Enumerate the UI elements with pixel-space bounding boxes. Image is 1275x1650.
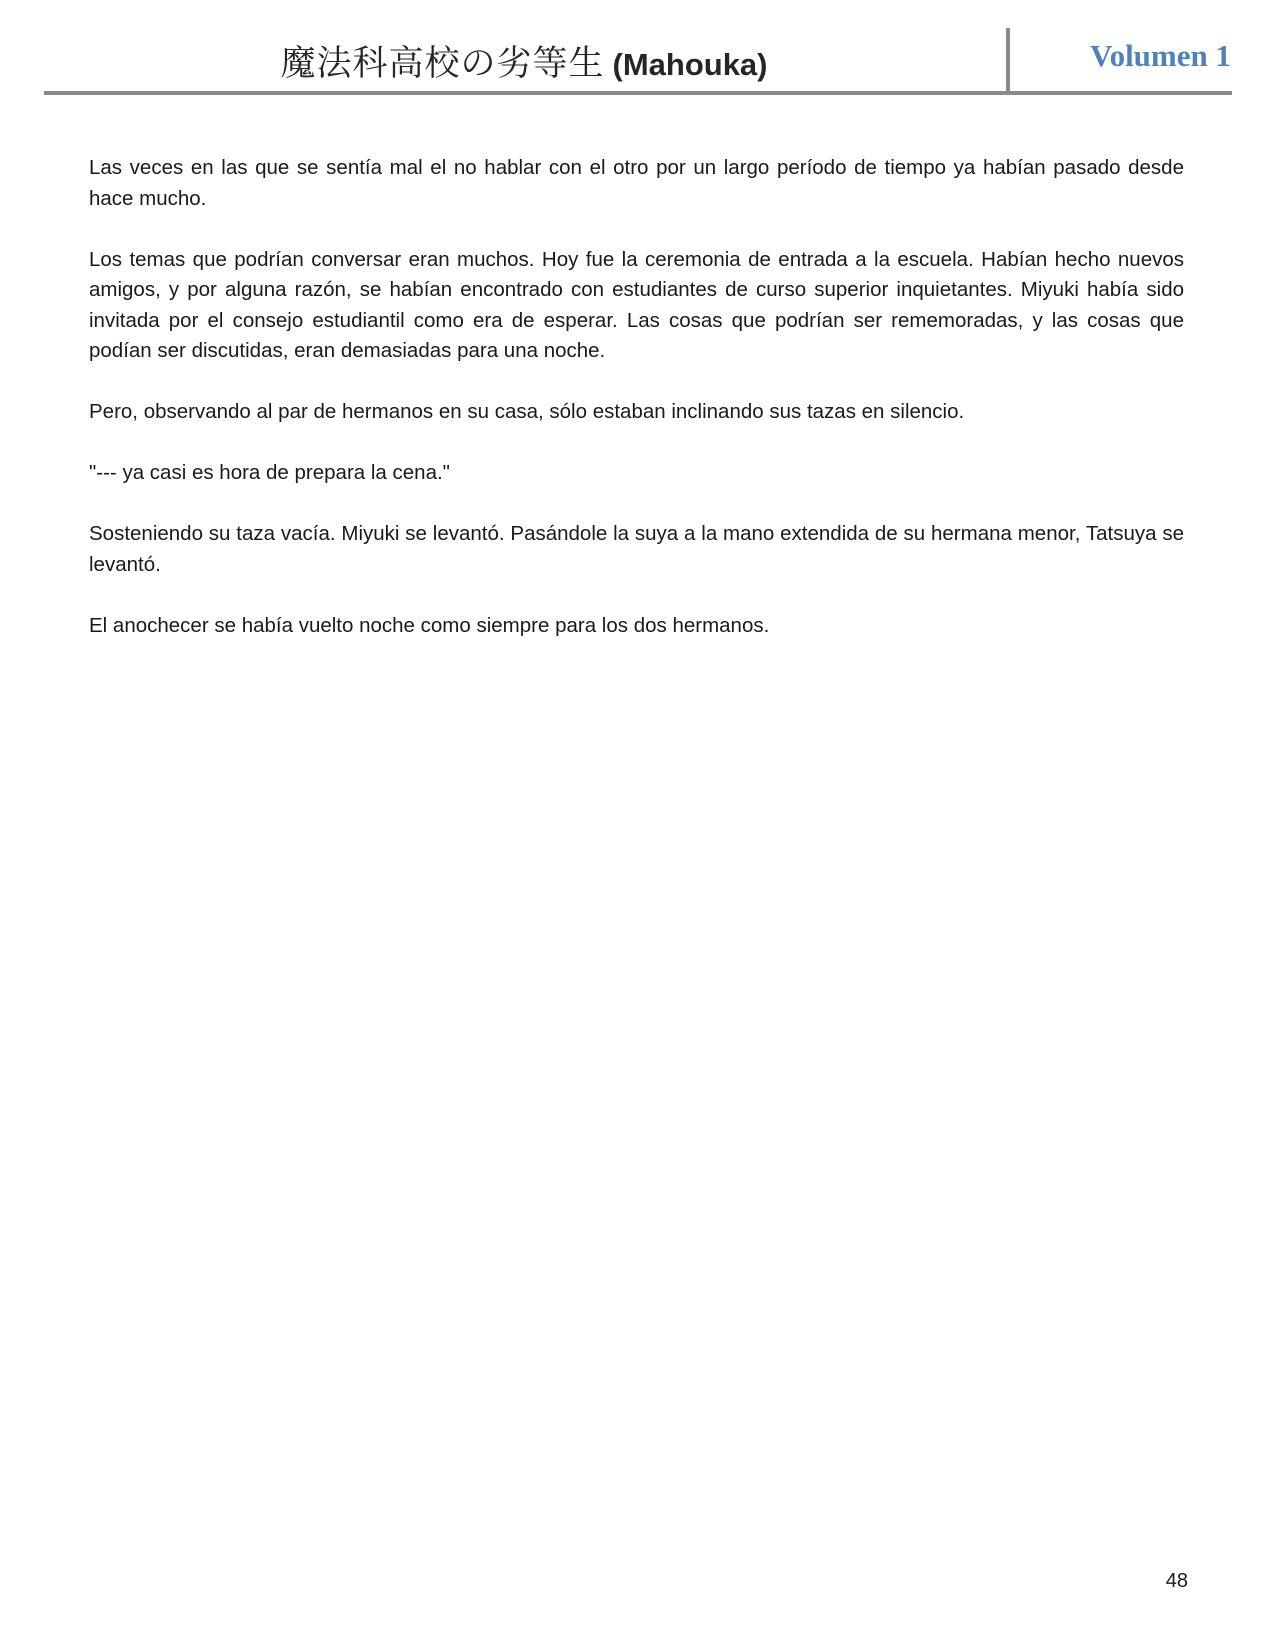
paragraph: Sosteniendo su taza vacía. Miyuki se levantó. Pasándole la suya a la mano extendida de su hermana menor, Tatsuya se levantó. xyxy=(89,522,1184,576)
paragraph: Las veces en las que se sentía mal el no hablar con el otro por un largo período de tiempo ya habían pasado desde hace mucho. xyxy=(89,156,1184,210)
header-rule xyxy=(44,91,1232,95)
paragraph: Los temas que podrían conversar eran muchos. Hoy fue la ceremonia de entrada a la escuela. Habían hecho nuevos amigos, y por alguna razón, se habían encontrado con estudiantes de curso superior inquietantes. Miyuki había sido invitada por el consejo estudiantil como era de esperar. Las cosas que podrían ser rememoradas, y las cosas que podían ser discutidas, eran demasiadas para una noche. xyxy=(89,247,1184,362)
header-divider xyxy=(1006,28,1010,92)
volume-label: Volumen 1 xyxy=(1090,38,1231,73)
paragraph: Pero, observando al par de hermanos en su casa, sólo estaban inclinando sus tazas en silencio. xyxy=(89,400,965,423)
page-number: 48 xyxy=(1165,1570,1188,1592)
book-title-romanized: (Mahouka) xyxy=(612,47,768,82)
body-text xyxy=(89,153,1184,672)
paragraph: "--- ya casi es hora de prepara la cena." xyxy=(89,461,450,484)
book-title-japanese: 魔法科高校の劣等生 xyxy=(280,44,605,84)
page-header xyxy=(44,28,1232,94)
paragraph: El anochecer se había vuelto noche como siempre para los dos hermanos. xyxy=(89,613,770,637)
book-title xyxy=(44,36,1004,86)
